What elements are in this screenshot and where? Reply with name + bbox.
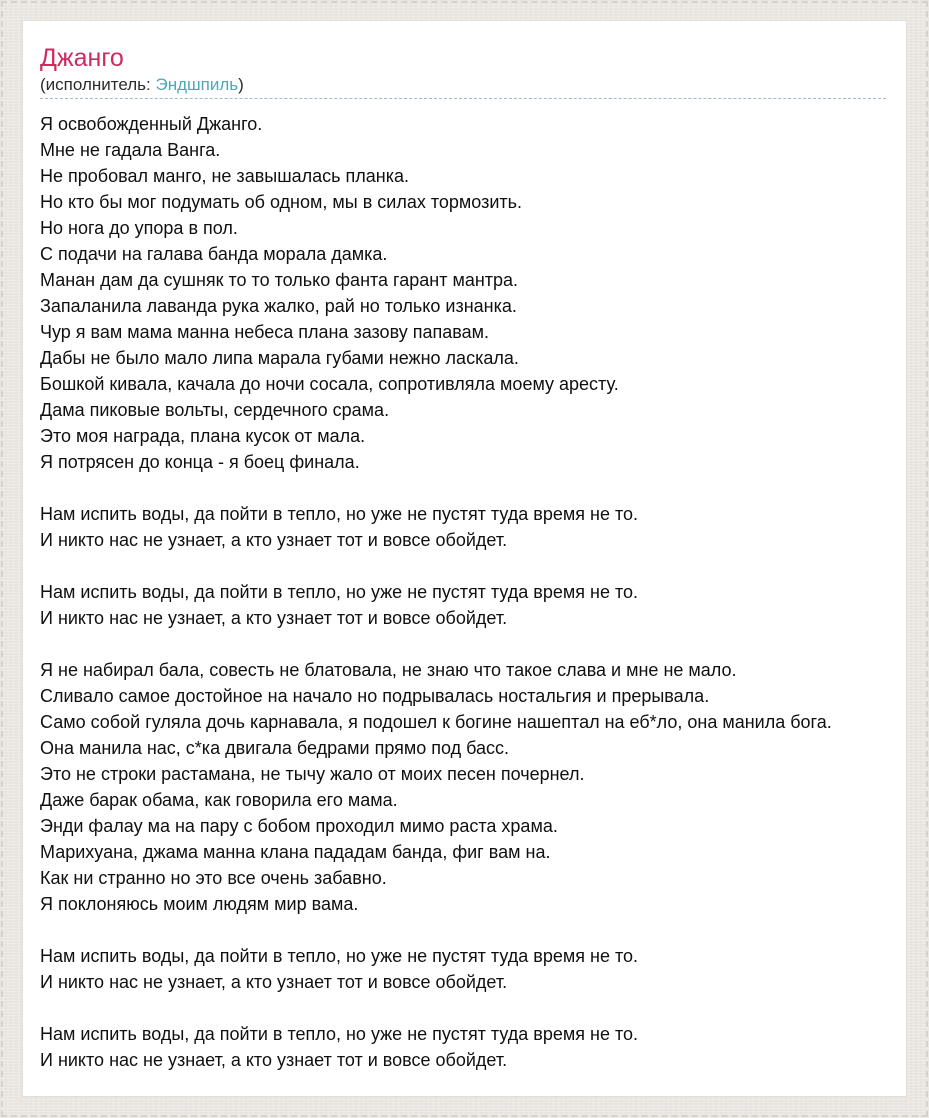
song-header xyxy=(40,44,886,99)
lyric-line: Она манила нас, с*ка двигала бедрами прямо под басс. xyxy=(40,738,510,758)
artist-label-suffix: ) xyxy=(238,75,244,94)
artist-line xyxy=(40,74,886,96)
lyric-line: Манан дам да сушняк то то только фанта гарант мантра. xyxy=(40,270,519,290)
lyric-line: Нам испить воды, да пойти в тепло, но уже не пустят туда время не то. xyxy=(40,946,639,966)
stanza-gap xyxy=(40,631,886,657)
artist-label-prefix: (исполнитель: xyxy=(40,75,156,94)
lyric-line: Мне не гадала Ванга. xyxy=(40,140,221,160)
lyric-line: Сливало самое достойное на начало но подрывалась ностальгия и прерывала. xyxy=(40,686,710,706)
lyric-line: Даже барак обама, как говорила его мама. xyxy=(40,790,398,810)
lyric-line: Бошкой кивала, качала до ночи сосала, сопротивляла моему аресту. xyxy=(40,374,619,394)
lyric-line: Нам испить воды, да пойти в тепло, но уже не пустят туда время не то. xyxy=(40,504,639,524)
lyric-line: Энди фалау ма на пару с бобом проходил мимо раста храма. xyxy=(40,816,558,836)
artist-link[interactable]: Эндшпиль xyxy=(155,75,239,94)
lyric-line: Это моя награда, плана кусок от мала. xyxy=(40,426,366,446)
lyrics-card xyxy=(22,20,907,1097)
lyric-line: Не пробовал манго, не завышалась планка. xyxy=(40,166,410,186)
lyric-line: Я потрясен до конца - я боец финала. xyxy=(40,452,360,472)
lyric-line: Но нога до упора в пол. xyxy=(40,218,238,238)
song-title: Джанго xyxy=(40,44,124,72)
lyric-line: Но кто бы мог подумать об одном, мы в силах тормозить. xyxy=(40,192,523,212)
lyric-line: Дама пиковые вольты, сердечного срама. xyxy=(40,400,390,420)
lyric-line: Чур я вам мама манна небеса плана зазову папавам. xyxy=(40,322,489,342)
lyric-line: Само собой гуляла дочь карнавала, я подошел к богине нашептал на еб*ло, она манила бога. xyxy=(40,712,832,732)
lyric-line: И никто нас не узнает, а кто узнает тот и вовсе обойдет. xyxy=(40,530,508,550)
lyric-line: Это не строки растамана, не тычу жало от моих песен почернел. xyxy=(40,764,585,784)
lyric-line: Нам испить воды, да пойти в тепло, но уже не пустят туда время не то. xyxy=(40,1024,639,1044)
lyric-line: Я не набирал бала, совесть не блатовала, не знаю что такое слава и мне не мало. xyxy=(40,660,737,680)
lyric-line: И никто нас не узнает, а кто узнает тот и вовсе обойдет. xyxy=(40,608,508,628)
stanza-gap xyxy=(40,995,886,1021)
lyric-line: Запаланила лаванда рука жалко, рай но только изнанка. xyxy=(40,296,517,316)
lyric-line: Марихуана, джама манна клана пададам банда, фиг вам на. xyxy=(40,842,551,862)
lyrics-text xyxy=(40,111,886,1073)
lyric-line: Как ни странно но это все очень забавно. xyxy=(40,868,387,888)
stanza-gap xyxy=(40,553,886,579)
lyric-line: И никто нас не узнает, а кто узнает тот и вовсе обойдет. xyxy=(40,972,508,992)
stanza-gap xyxy=(40,475,886,501)
lyric-line: Нам испить воды, да пойти в тепло, но уже не пустят туда время не то. xyxy=(40,582,639,602)
lyric-line: С подачи на галава банда морала дамка. xyxy=(40,244,388,264)
lyric-line: И никто нас не узнает, а кто узнает тот и вовсе обойдет. xyxy=(40,1050,508,1070)
lyric-line: Я освобожденный Джанго. xyxy=(40,114,263,134)
stanza-gap xyxy=(40,917,886,943)
lyric-line: Дабы не было мало липа марала губами нежно ласкала. xyxy=(40,348,519,368)
lyric-line: Я поклоняюсь моим людям мир вама. xyxy=(40,894,359,914)
